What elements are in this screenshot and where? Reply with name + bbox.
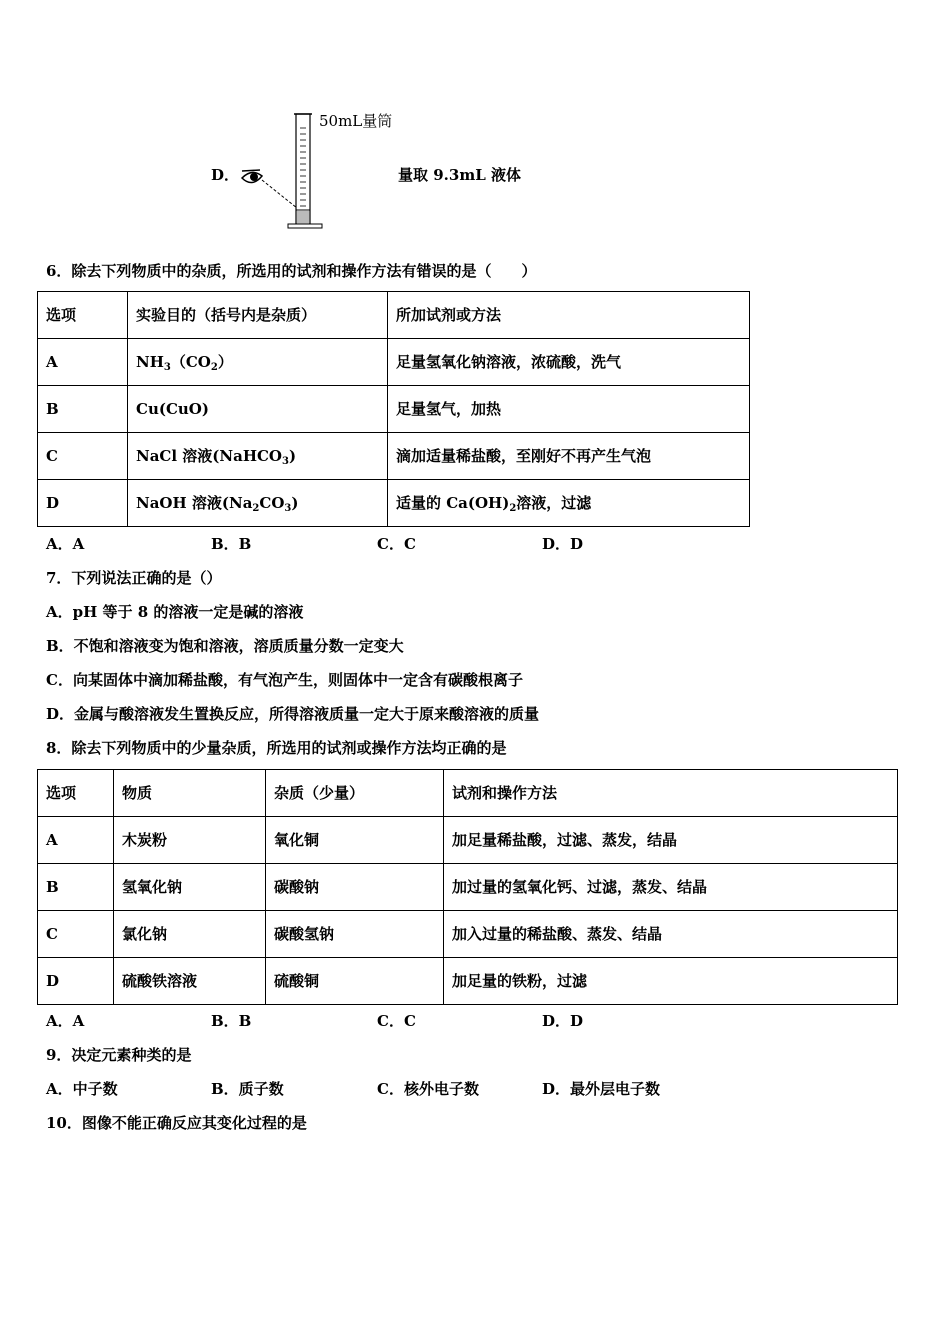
target-cell: Cu(CuO) [128,386,388,433]
q9-choice-d[interactable]: D．最外层电子数 [542,1080,661,1098]
q6-choice-d[interactable]: D．D [542,535,584,553]
q7-option-d[interactable]: D．金属与酸溶液发生置换反应，所得溶液质量一定大于原来酸溶液的质量 [46,705,540,723]
option-cell: B [38,386,128,433]
q6-table-header [38,292,750,339]
impurity-cell: 硫酸铜 [266,958,444,1005]
option-cell: A [38,817,114,864]
table-row [38,386,750,433]
option-cell: C [38,433,128,480]
header-cell: 选项 [38,770,114,817]
q5-option-d-label: D． [211,166,240,184]
header-cell: 物质 [114,770,266,817]
option-cell: A [38,339,128,386]
substance-cell: 木炭粉 [114,817,266,864]
eye-icon [242,170,262,183]
impurity-cell: 氧化铜 [266,817,444,864]
table-row [38,480,750,527]
method-cell: 加入过量的稀盐酸、蒸发、结晶 [444,911,898,958]
q8-choice-d[interactable]: D．D [542,1012,584,1030]
method-cell: 加过量的氢氧化钙、过滤，蒸发、结晶 [444,864,898,911]
substance-cell: 氢氧化钠 [114,864,266,911]
header-cell: 选项 [38,292,128,339]
header-cell: 所加试剂或方法 [388,292,750,339]
header-cell: 试剂和操作方法 [444,770,898,817]
cylinder-label: 50mL量筒 [319,112,393,130]
method-cell: 适量的 $Ca(OH)_2$溶液，过滤 [388,480,750,527]
option-cell: B [38,864,114,911]
q7-option-a[interactable]: A．pH 等于 8 的溶液一定是碱的溶液 [46,603,304,621]
target-cell: $NH_3(CO_2)$ [128,339,388,386]
header-cell: 实验目的（括号内是杂质） [128,292,388,339]
q6-choice-c[interactable]: C．C [377,535,416,553]
option-cell: D [38,480,128,527]
q8-table-header [38,770,898,817]
impurity-cell: 碳酸氢钠 [266,911,444,958]
header-cell: 杂质（少量） [266,770,444,817]
table-row [38,864,898,911]
q6-choice-b[interactable]: B．B [211,535,252,553]
method-cell: 足量氢氧化钠溶液，浓硫酸，洗气 [388,339,750,386]
q8-table [37,769,898,1005]
q5-option-d-text: 量取 9.3mL 液体 [398,166,521,184]
q8-choice-a[interactable]: A．A [46,1012,85,1030]
q7-option-c[interactable]: C．向某固体中滴加稀盐酸，有气泡产生，则固体中一定含有碳酸根离子 [46,671,523,689]
table-row [38,339,750,386]
q7-option-b[interactable]: B．不饱和溶液变为饱和溶液，溶质质量分数一定变大 [46,637,404,655]
substance-cell: 氯化钠 [114,911,266,958]
impurity-cell: 碳酸钠 [266,864,444,911]
q9-choice-b[interactable]: B．质子数 [211,1080,284,1098]
method-cell: 加足量稀盐酸，过滤、蒸发，结晶 [444,817,898,864]
table-row [38,911,898,958]
substance-cell: 硫酸铁溶液 [114,958,266,1005]
table-row [38,958,898,1005]
q9-choice-a[interactable]: A．中子数 [46,1080,118,1098]
table-row [38,433,750,480]
q6-table [37,291,750,527]
method-cell: 加足量的铁粉，过滤 [444,958,898,1005]
graduated-cylinder-icon [288,114,322,228]
q6-stem: 6．除去下列物质中的杂质，所选用的试剂和操作方法有错误的是（ ） [46,262,537,280]
method-cell: 滴加适量稀盐酸，至刚好不再产生气泡 [388,433,750,480]
method-cell: 足量氢气，加热 [388,386,750,433]
target-cell: NaOH 溶液$(Na_2CO_3)$ [128,480,388,527]
target-cell: NaCl 溶液(NaHCO$_3$) [128,433,388,480]
q8-stem: 8．除去下列物质中的少量杂质，所选用的试剂或操作方法均正确的是 [46,739,507,757]
q7-stem: 7．下列说法正确的是（） [46,569,222,587]
q8-choice-b[interactable]: B．B [211,1012,252,1030]
q9-choice-c[interactable]: C．核外电子数 [377,1080,479,1098]
q10-stem: 10．图像不能正确反应其变化过程的是 [46,1114,307,1132]
option-cell: D [38,958,114,1005]
table-row [38,817,898,864]
q9-stem: 9．决定元素种类的是 [46,1046,192,1064]
q8-choice-c[interactable]: C．C [377,1012,416,1030]
q6-choice-a[interactable]: A．A [46,535,85,553]
option-cell: C [38,911,114,958]
